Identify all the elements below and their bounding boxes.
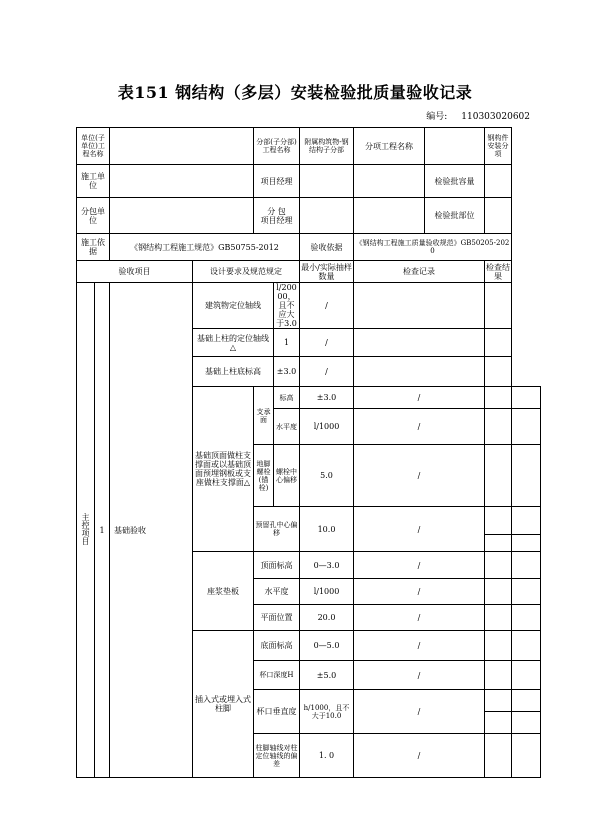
result-10[interactable] [512, 605, 541, 631]
record-11[interactable] [485, 631, 512, 661]
plane-pos: 平面位置 [254, 605, 300, 631]
construction-unit-label: 施工单位 [77, 165, 110, 198]
building-axis: 建筑物定位轴线 [193, 283, 274, 329]
form-number-value: 110303020602 [461, 112, 530, 122]
sub-item-cell [354, 128, 485, 165]
sub-part-label: 分部(子分部)工程名称 [254, 128, 300, 165]
result-5[interactable] [512, 409, 541, 445]
insert-group: 插入式或埋入式柱脚 [193, 631, 254, 778]
sample-1: / [300, 283, 354, 329]
batch-location-label: 检验批部位 [424, 198, 484, 233]
grout-level: 水平度 [254, 579, 300, 605]
cup-vertical: 杯口垂直度 [254, 690, 300, 734]
sub-item-value: 钢构件安装分项 [485, 128, 512, 165]
bottom-elev: 底面标高 [254, 631, 300, 661]
batch-capacity-cell [354, 165, 485, 198]
sample-2: / [300, 329, 354, 357]
sample-8: / [354, 552, 485, 579]
result-12[interactable] [512, 661, 541, 690]
unit-name-value[interactable] [110, 128, 254, 165]
subcontract-unit-value[interactable] [110, 198, 254, 234]
result-14[interactable] [512, 734, 541, 778]
column-base: 基础上柱底标高 [193, 357, 274, 387]
batch-location-value[interactable] [485, 198, 512, 234]
anchor: 地脚螺栓(锚栓) [254, 445, 274, 507]
form-number-label: 编号: [426, 112, 448, 122]
building-axis-value: l/20000，且不应大于3.0 [274, 283, 300, 329]
grout-level-value: l/1000 [300, 579, 354, 605]
subcontract-unit-label: 分包单位 [77, 198, 110, 234]
row-number: 1 [95, 283, 110, 778]
foot-axis-value: 1. 0 [300, 734, 354, 778]
cup-vertical-value: h/1000，且不大于10.0 [300, 690, 354, 734]
record-14[interactable] [485, 734, 512, 778]
hole-value: 10.0 [300, 507, 354, 552]
batch-capacity-value[interactable] [485, 165, 512, 198]
column-axis-value: 1 [274, 329, 300, 357]
record-7a[interactable] [485, 507, 512, 535]
level-value: l/1000 [300, 409, 354, 445]
result-4[interactable] [512, 387, 541, 409]
plane-pos-value: 20.0 [300, 605, 354, 631]
acceptance-table [76, 127, 541, 778]
top-elev: 顶面标高 [254, 552, 300, 579]
acceptance-basis-label: 验收依据 [300, 234, 354, 261]
result-9[interactable] [512, 579, 541, 605]
batch-capacity-label: 检验批容量 [424, 165, 484, 197]
project-manager-value[interactable] [300, 165, 354, 198]
hole-offset: 预留孔中心偏移 [254, 507, 300, 552]
col-design: 设计要求及规范规定 [193, 261, 300, 283]
row-name: 基础验收 [110, 283, 193, 778]
sample-14: / [354, 734, 485, 778]
sample-9: / [354, 579, 485, 605]
sample-10: / [354, 605, 485, 631]
construction-basis-label: 施工依据 [77, 234, 110, 261]
record-6[interactable] [485, 445, 512, 507]
column-base-value: ±3.0 [274, 357, 300, 387]
page-title: 表151 钢结构（多层）安装检验批质量验收记录 [117, 83, 473, 102]
col-item: 验收项目 [77, 261, 193, 283]
record-8[interactable] [485, 552, 512, 579]
record-3[interactable] [354, 357, 485, 387]
result-13b[interactable] [512, 712, 541, 734]
elev-value: ±3.0 [300, 387, 354, 409]
level: 水平度 [274, 409, 300, 445]
sample-11: / [354, 631, 485, 661]
record-4[interactable] [485, 387, 512, 409]
sample-3: / [300, 357, 354, 387]
sample-5: / [354, 409, 485, 445]
record-7b[interactable] [485, 535, 512, 552]
sample-6: / [354, 445, 485, 507]
attached-structure: 附属构筑物-钢结构子分部 [300, 128, 354, 165]
form-number [426, 109, 530, 122]
batch-location-cell [354, 198, 485, 234]
result-1[interactable] [485, 283, 512, 329]
record-2[interactable] [354, 329, 485, 357]
result-7b[interactable] [512, 535, 541, 552]
record-10[interactable] [485, 605, 512, 631]
support-group: 基础顶面做柱支撑面或以基础顶面预埋钢板或支座做柱支撑面△ [193, 387, 254, 552]
bottom-elev-value: 0—5.0 [300, 631, 354, 661]
sample-13: / [354, 690, 485, 734]
sample-4: / [354, 387, 485, 409]
cup-size-value: ±5.0 [300, 661, 354, 690]
result-7a[interactable] [512, 507, 541, 535]
main-control-label: 主控项目 [77, 283, 95, 778]
top-elev-value: 0—3.0 [300, 552, 354, 579]
grout-group: 座浆垫板 [193, 552, 254, 631]
result-8[interactable] [512, 552, 541, 579]
anchor-value: 5.0 [300, 445, 354, 507]
col-sample: 最小/实际抽样数量 [301, 262, 352, 281]
sample-12: / [354, 661, 485, 690]
foot-axis: 柱脚轴线对柱定位轴线的偏差 [254, 734, 300, 778]
column-axis: 基础上柱的定位轴线△ [193, 329, 274, 357]
support-face: 支承面 [254, 387, 274, 445]
elev: 标高 [274, 387, 300, 409]
result-2[interactable] [485, 329, 512, 357]
construction-unit-value[interactable] [110, 165, 254, 198]
unit-name-label: 单位(子单位)工程名称 [77, 128, 110, 165]
col-result: 检查结果 [486, 262, 510, 281]
col-record: 检查记录 [354, 261, 485, 283]
result-3[interactable] [485, 357, 512, 387]
result-6[interactable] [512, 445, 541, 507]
acceptance-basis-value: 《钢结构工程施工质量验收规范》GB50205-2020 [354, 234, 512, 261]
project-manager-label: 项目经理 [254, 165, 300, 198]
subcontract-manager-label: 分 包 项目经理 [254, 198, 300, 234]
sample-7: / [354, 507, 485, 552]
sub-item-label: 分项工程名称 [354, 128, 425, 164]
cup-size: 杯口深度H [254, 661, 300, 690]
construction-basis-value: 《钢结构工程施工规范》GB50755-2012 [110, 234, 300, 261]
anchor-offset: 螺栓中心偏移 [274, 445, 300, 507]
record-13a[interactable] [485, 690, 512, 712]
record-5[interactable] [485, 409, 512, 445]
record-13b[interactable] [485, 712, 512, 734]
record-12[interactable] [485, 661, 512, 690]
result-11[interactable] [512, 631, 541, 661]
record-9[interactable] [485, 579, 512, 605]
result-13a[interactable] [512, 690, 541, 712]
subcontract-manager-value[interactable] [300, 198, 354, 234]
record-1[interactable] [354, 283, 485, 329]
